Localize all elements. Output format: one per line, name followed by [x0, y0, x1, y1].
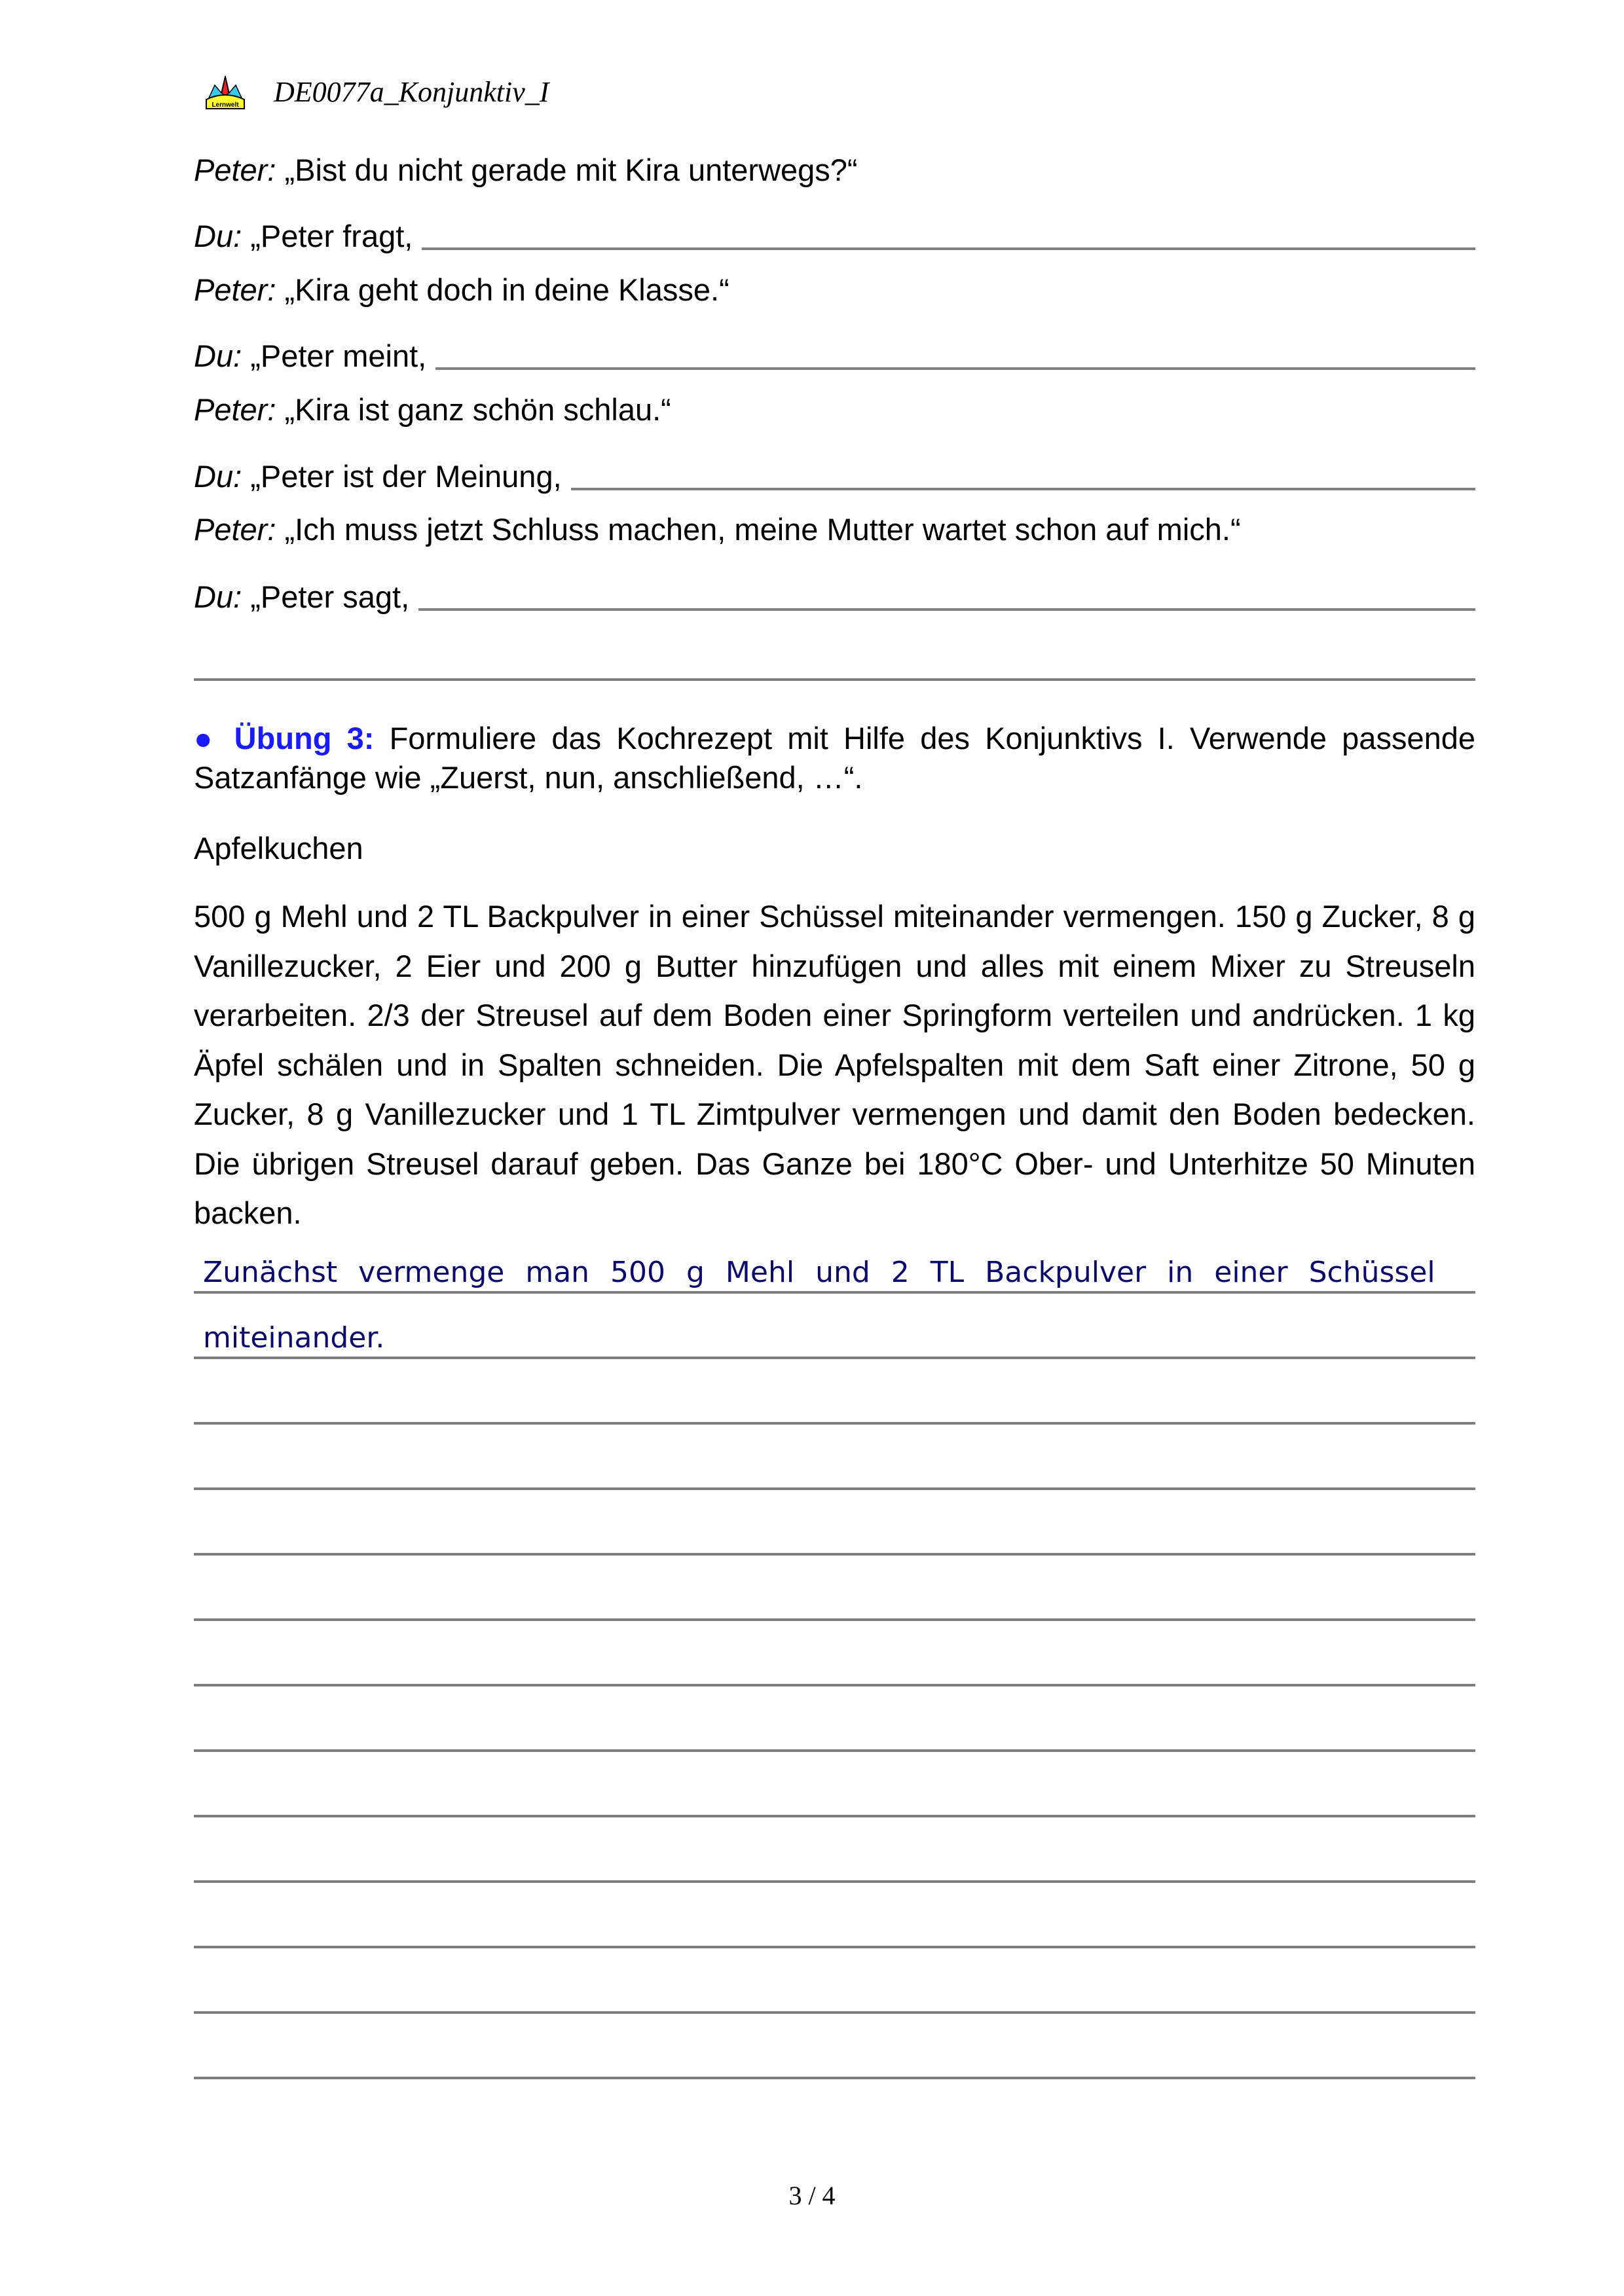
- answer-line[interactable]: [194, 2011, 1475, 2014]
- answer-field[interactable]: [418, 608, 1475, 611]
- answer-field[interactable]: [422, 247, 1475, 250]
- speaker-label: Peter:: [194, 272, 276, 307]
- dialogue-line-peter: [194, 272, 1475, 308]
- dialogue-text: „Kira geht doch in deine Klasse.“: [276, 272, 729, 307]
- page-number: 3 / 4: [788, 2181, 836, 2210]
- instruction-text: Formuliere das Kochrezept mit Hilfe des Konjunktivs I. Verwende passende Satzanfänge wie „Zuerst, nun, anschließend, …“.: [194, 721, 1476, 795]
- svg-text:Lernwelt: Lernwelt: [212, 101, 239, 109]
- handwritten-answer: miteinander.: [203, 1321, 385, 1355]
- dialogue-line-peter: [194, 152, 1475, 188]
- answer-line[interactable]: [194, 1357, 1475, 1359]
- answer-line[interactable]: [194, 1946, 1475, 1948]
- dialogue-text: „Peter sagt,: [242, 579, 410, 614]
- document-header: [204, 72, 549, 111]
- dialogue-text: „Ich muss jetzt Schluss machen, meine Mutter wartet schon auf mich.“: [276, 512, 1241, 547]
- answer-line[interactable]: [194, 1684, 1475, 1686]
- bullet-icon: ●: [194, 721, 219, 756]
- dialogue-text: „Peter ist der Meinung,: [242, 459, 562, 494]
- answer-line[interactable]: [194, 1618, 1475, 1621]
- handwritten-answer: Zunächst vermenge man 500 g Mehl und 2 TL Backpulver in einer Schüssel: [203, 1256, 1435, 1289]
- speaker-label: Peter:: [194, 153, 276, 187]
- answer-line[interactable]: [194, 1487, 1475, 1490]
- speaker-label: Du:: [194, 219, 242, 253]
- recipe-text: 500 g Mehl und 2 TL Backpulver in einer Schüssel miteinander vermengen. 150 g Zucker, 8 g Vanillezucker, 2 Eier und 200 g Butter hinzufügen und alles mit einem Mixer zu Streuseln verarbeiten. 2/3 der Streusel auf dem Boden einer Springform verteilen und andrücken. 1 kg Äpfel schälen und in Spalten schneiden. Die Apfelspalten mit dem Saft einer Zitrone, 50 g Zucker, 8 g Vanillezucker und 1 TL Zimtpulver vermengen und damit den Boden bedecken. Die übrigen Streusel darauf geben. Das Ganze bei 180°C Ober- und Unterhitze 50 Minuten backen.: [194, 899, 1475, 1230]
- answer-line[interactable]: [194, 1291, 1475, 1294]
- answer-line[interactable]: [194, 678, 1475, 681]
- document-title: DE0077a_Konjunktiv_I: [274, 75, 549, 108]
- answer-line[interactable]: [194, 1815, 1475, 1817]
- answer-line[interactable]: [194, 1553, 1475, 1556]
- speaker-label: Peter:: [194, 512, 276, 547]
- recipe-title: Apfelkuchen: [194, 831, 363, 866]
- speaker-label: Du:: [194, 579, 242, 614]
- dialogue-text: „Peter fragt,: [242, 219, 413, 253]
- dialogue-text: „Bist du nicht gerade mit Kira unterwegs?“: [276, 153, 858, 187]
- exercise-3-instruction: [194, 719, 1475, 797]
- answer-line[interactable]: [194, 1880, 1475, 1883]
- dialogue-line-du: [194, 451, 1475, 494]
- speaker-label: Du:: [194, 459, 242, 494]
- exercise-label: Übung 3:: [234, 721, 375, 756]
- answer-line[interactable]: [194, 2077, 1475, 2079]
- answer-field[interactable]: [571, 488, 1475, 490]
- answer-field[interactable]: [435, 367, 1475, 370]
- dialogue-line-du: [194, 331, 1475, 374]
- dialogue-line-du: [194, 572, 1475, 615]
- lernwelt-logo-icon: [204, 73, 246, 110]
- speaker-label: Peter:: [194, 392, 276, 427]
- dialogue-line-peter: [194, 392, 1475, 428]
- dialogue-line-du: [194, 211, 1475, 254]
- speaker-label: Du:: [194, 338, 242, 373]
- dialogue-line-peter: [194, 511, 1475, 547]
- dialogue-text: „Peter meint,: [242, 338, 427, 373]
- dialogue-text: „Kira ist ganz schön schlau.“: [276, 392, 671, 427]
- answer-line[interactable]: [194, 1749, 1475, 1752]
- answer-line[interactable]: [194, 1422, 1475, 1425]
